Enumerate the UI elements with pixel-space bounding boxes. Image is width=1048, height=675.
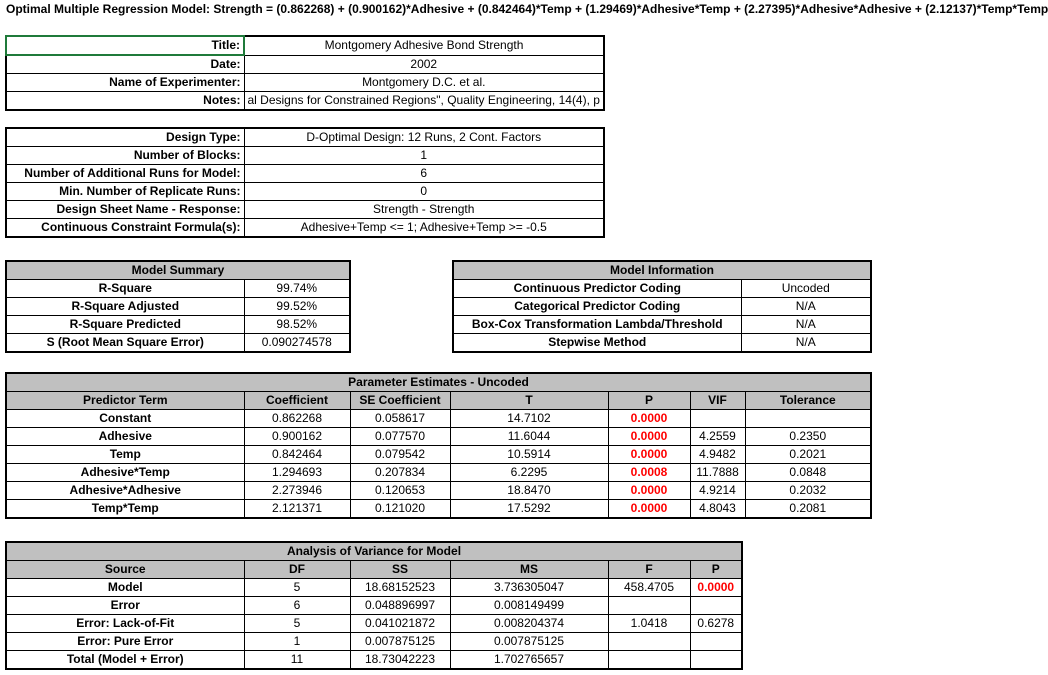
design-row: [6, 201, 604, 219]
model-summary-row: [6, 280, 350, 298]
anova-column-header[interactable]: P: [690, 561, 742, 579]
model-info-row: [453, 280, 871, 298]
parameter-value-cell[interactable]: [690, 410, 745, 428]
parameter-value-cell[interactable]: 14.7102: [450, 410, 608, 428]
anova-value-cell[interactable]: 0.008204374: [450, 615, 608, 633]
model-info-value-cell[interactable]: N/A: [741, 298, 871, 316]
anova-value-cell[interactable]: [608, 597, 690, 615]
info-table: [5, 35, 605, 111]
parameter-column-header[interactable]: P: [608, 392, 690, 410]
anova-header: Analysis of Variance for Model: [6, 542, 742, 561]
model-summary-label-cell[interactable]: R-Square: [6, 280, 244, 298]
parameter-value-cell[interactable]: 0.120653: [350, 482, 450, 500]
model-info-label-cell[interactable]: Stepwise Method: [453, 334, 741, 353]
parameter-value-cell[interactable]: 0.058617: [350, 410, 450, 428]
parameter-value-cell[interactable]: 6.2295: [450, 464, 608, 482]
parameter-value-cell[interactable]: 4.2559: [690, 428, 745, 446]
design-value-cell[interactable]: 6: [244, 165, 604, 183]
anova-value-cell[interactable]: [608, 651, 690, 670]
date-label-cell[interactable]: Date:: [6, 55, 244, 74]
model-summary-header: Model Summary: [6, 261, 350, 280]
model-info-value-cell[interactable]: Uncoded: [741, 280, 871, 298]
model-info-label-cell[interactable]: Box-Cox Transformation Lambda/Threshold: [453, 316, 741, 334]
model-summary-table: [5, 260, 351, 353]
parameter-row: [6, 428, 871, 446]
anova-column-header[interactable]: Source: [6, 561, 244, 579]
anova-column-header[interactable]: SS: [350, 561, 450, 579]
model-info-table: [452, 260, 872, 353]
parameter-value-cell[interactable]: 10.5914: [450, 446, 608, 464]
anova-source-cell[interactable]: Error: Pure Error: [6, 633, 244, 651]
anova-source-cell[interactable]: Error: [6, 597, 244, 615]
model-summary-row: [6, 316, 350, 334]
parameter-estimates-header: Parameter Estimates - Uncoded: [6, 373, 871, 392]
parameter-value-cell[interactable]: 0.079542: [350, 446, 450, 464]
experimenter-value-cell[interactable]: Montgomery D.C. et al.: [244, 74, 604, 92]
anova-value-cell[interactable]: 0.6278: [690, 615, 742, 633]
parameter-column-header[interactable]: VIF: [690, 392, 745, 410]
anova-value-cell[interactable]: 0.007875125: [350, 633, 450, 651]
parameter-value-cell[interactable]: 0.207834: [350, 464, 450, 482]
parameter-column-header[interactable]: Coefficient: [244, 392, 350, 410]
parameter-value-cell[interactable]: 0.862268: [244, 410, 350, 428]
anova-value-cell[interactable]: 5: [244, 579, 350, 597]
parameter-value-cell[interactable]: 0.0848: [745, 464, 871, 482]
parameter-value-cell[interactable]: 0.0008: [608, 464, 690, 482]
parameter-value-cell[interactable]: 11.7888: [690, 464, 745, 482]
anova-value-cell[interactable]: 0.007875125: [450, 633, 608, 651]
anova-row: [6, 633, 742, 651]
predictor-term-cell[interactable]: Adhesive*Adhesive: [6, 482, 244, 500]
anova-column-header[interactable]: MS: [450, 561, 608, 579]
anova-source-cell[interactable]: Error: Lack-of-Fit: [6, 615, 244, 633]
model-summary-value-cell[interactable]: 99.74%: [244, 280, 350, 298]
parameter-value-cell[interactable]: 17.5292: [450, 500, 608, 519]
parameter-value-cell[interactable]: 0.2021: [745, 446, 871, 464]
parameter-column-header-row: [6, 392, 871, 410]
model-info-value-cell[interactable]: N/A: [741, 316, 871, 334]
notes-label-cell[interactable]: Notes:: [6, 92, 244, 111]
parameter-value-cell[interactable]: 0.0000: [608, 500, 690, 519]
design-row: [6, 183, 604, 201]
predictor-term-cell[interactable]: Adhesive: [6, 428, 244, 446]
anova-row: [6, 651, 742, 670]
anova-value-cell[interactable]: 18.73042223: [350, 651, 450, 670]
predictor-term-cell[interactable]: Adhesive*Temp: [6, 464, 244, 482]
predictor-term-cell[interactable]: Constant: [6, 410, 244, 428]
parameter-estimates-table: [5, 372, 872, 519]
parameter-value-cell[interactable]: 0.121020: [350, 500, 450, 519]
model-summary-row: [6, 334, 350, 353]
anova-source-cell[interactable]: Total (Model + Error): [6, 651, 244, 670]
model-summary-value-cell[interactable]: 0.090274578: [244, 334, 350, 353]
design-row: [6, 219, 604, 238]
experimenter-label-cell[interactable]: Name of Experimenter:: [6, 74, 244, 92]
anova-value-cell[interactable]: 0.0000: [690, 579, 742, 597]
anova-column-header[interactable]: F: [608, 561, 690, 579]
anova-value-cell[interactable]: 5: [244, 615, 350, 633]
parameter-value-cell[interactable]: 11.6044: [450, 428, 608, 446]
parameter-row: [6, 410, 871, 428]
parameter-value-cell[interactable]: [745, 410, 871, 428]
design-label-cell[interactable]: Continuous Constraint Formula(s):: [6, 219, 244, 238]
model-summary-value-cell[interactable]: 99.52%: [244, 298, 350, 316]
model-summary-value-cell[interactable]: 98.52%: [244, 316, 350, 334]
date-value-cell[interactable]: 2002: [244, 55, 604, 74]
parameter-value-cell[interactable]: 4.9214: [690, 482, 745, 500]
design-label-cell[interactable]: Design Type:: [6, 128, 244, 147]
title-label-cell[interactable]: Title:: [6, 36, 244, 55]
parameter-value-cell[interactable]: 0.2032: [745, 482, 871, 500]
regression-equation: Optimal Multiple Regression Model: Strength = (0.862268) + (0.900162)*Adhesive + (0.842464)*Temp + (1.29469)*Adhesive*Temp + (2.27395)*Adhesive*Adhesive + (2.12137)*Temp*Temp: [6, 2, 1048, 16]
anova-value-cell[interactable]: 6: [244, 597, 350, 615]
parameter-value-cell[interactable]: 0.0000: [608, 428, 690, 446]
design-value-cell[interactable]: Strength - Strength: [244, 201, 604, 219]
parameter-value-cell[interactable]: 1.294693: [244, 464, 350, 482]
parameter-column-header[interactable]: T: [450, 392, 608, 410]
anova-value-cell[interactable]: 1.702765657: [450, 651, 608, 670]
model-info-label-cell[interactable]: Categorical Predictor Coding: [453, 298, 741, 316]
anova-value-cell[interactable]: [608, 633, 690, 651]
parameter-column-header[interactable]: Predictor Term: [6, 392, 244, 410]
model-info-label-cell[interactable]: Continuous Predictor Coding: [453, 280, 741, 298]
design-label-cell[interactable]: Number of Additional Runs for Model:: [6, 165, 244, 183]
model-summary-label-cell[interactable]: R-Square Adjusted: [6, 298, 244, 316]
anova-source-cell[interactable]: Model: [6, 579, 244, 597]
parameter-row: [6, 482, 871, 500]
parameter-value-cell[interactable]: 2.121371: [244, 500, 350, 519]
notes-value-cell[interactable]: al Designs for Constrained Regions", Quality Engineering, 14(4), p: [244, 92, 604, 111]
design-value-cell[interactable]: D-Optimal Design: 12 Runs, 2 Cont. Factors: [244, 128, 604, 147]
design-label-cell[interactable]: Min. Number of Replicate Runs:: [6, 183, 244, 201]
parameter-value-cell[interactable]: 0.2081: [745, 500, 871, 519]
parameter-value-cell[interactable]: 0.0000: [608, 410, 690, 428]
anova-value-cell[interactable]: 1.0418: [608, 615, 690, 633]
parameter-column-header[interactable]: SE Coefficient: [350, 392, 450, 410]
anova-value-cell[interactable]: [690, 633, 742, 651]
model-summary-label-cell[interactable]: R-Square Predicted: [6, 316, 244, 334]
design-value-cell[interactable]: Adhesive+Temp <= 1; Adhesive+Temp >= -0.5: [244, 219, 604, 238]
anova-column-header-row: [6, 561, 742, 579]
anova-value-cell[interactable]: 1: [244, 633, 350, 651]
parameter-value-cell[interactable]: 0.2350: [745, 428, 871, 446]
model-info-row: [453, 316, 871, 334]
parameter-value-cell[interactable]: 0.900162: [244, 428, 350, 446]
design-table: [5, 127, 605, 238]
anova-value-cell[interactable]: 0.008149499: [450, 597, 608, 615]
anova-value-cell[interactable]: 458.4705: [608, 579, 690, 597]
anova-row: [6, 615, 742, 633]
anova-value-cell[interactable]: 0.041021872: [350, 615, 450, 633]
predictor-term-cell[interactable]: Temp*Temp: [6, 500, 244, 519]
parameter-value-cell[interactable]: 4.9482: [690, 446, 745, 464]
parameter-value-cell[interactable]: 0.077570: [350, 428, 450, 446]
title-value-cell[interactable]: Montgomery Adhesive Bond Strength: [244, 36, 604, 55]
parameter-row: [6, 446, 871, 464]
anova-value-cell[interactable]: 0.048896997: [350, 597, 450, 615]
parameter-column-header[interactable]: Tolerance: [745, 392, 871, 410]
anova-value-cell[interactable]: 18.68152523: [350, 579, 450, 597]
model-info-row: [453, 334, 871, 353]
anova-value-cell[interactable]: 3.736305047: [450, 579, 608, 597]
anova-value-cell[interactable]: [690, 597, 742, 615]
parameter-value-cell[interactable]: 2.273946: [244, 482, 350, 500]
design-label-cell[interactable]: Number of Blocks:: [6, 147, 244, 165]
model-info-header: Model Information: [453, 261, 871, 280]
anova-row: [6, 597, 742, 615]
parameter-value-cell[interactable]: 4.8043: [690, 500, 745, 519]
parameter-row: [6, 464, 871, 482]
anova-table: [5, 541, 743, 670]
design-row: [6, 128, 604, 147]
parameter-value-cell[interactable]: 0.0000: [608, 446, 690, 464]
parameter-value-cell[interactable]: 0.0000: [608, 482, 690, 500]
parameter-value-cell[interactable]: 18.8470: [450, 482, 608, 500]
anova-column-header[interactable]: DF: [244, 561, 350, 579]
design-value-cell[interactable]: 1: [244, 147, 604, 165]
anova-value-cell[interactable]: [690, 651, 742, 670]
model-summary-label-cell[interactable]: S (Root Mean Square Error): [6, 334, 244, 353]
parameter-value-cell[interactable]: 0.842464: [244, 446, 350, 464]
predictor-term-cell[interactable]: Temp: [6, 446, 244, 464]
parameter-row: [6, 500, 871, 519]
anova-row: [6, 579, 742, 597]
model-info-value-cell[interactable]: N/A: [741, 334, 871, 353]
model-info-row: [453, 298, 871, 316]
design-label-cell[interactable]: Design Sheet Name - Response:: [6, 201, 244, 219]
anova-value-cell[interactable]: 11: [244, 651, 350, 670]
model-summary-row: [6, 298, 350, 316]
design-row: [6, 147, 604, 165]
design-row: [6, 165, 604, 183]
design-value-cell[interactable]: 0: [244, 183, 604, 201]
